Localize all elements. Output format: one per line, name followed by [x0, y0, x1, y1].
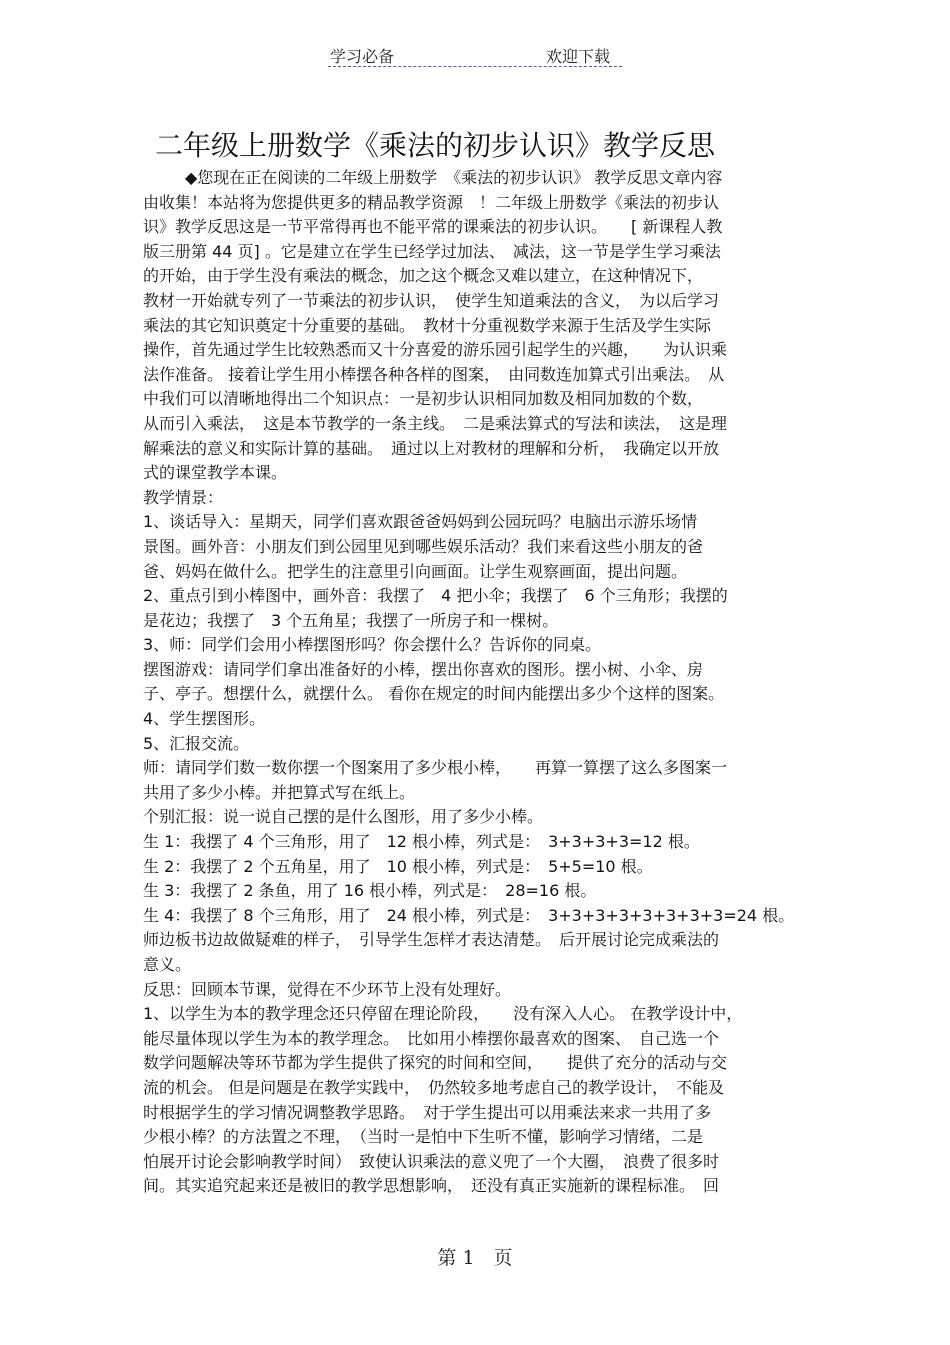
body-line: 的开始，由于学生没有乘法的概念，加之这个概念又难以建立，在这种情况下， — [143, 266, 704, 286]
student-report-line: 生 2：我摆了 2 个五角星，用了 10 根小棒，列式是： 5+5=10 根。 — [143, 856, 653, 876]
header-right-text: 欢迎下载 — [546, 47, 611, 66]
body-line: 少根小棒？的方法置之不理， （当时一是怕中下生听不懂，影响学习情绪，二是 — [143, 1127, 704, 1147]
body-line: 间。其实追究起来还是被旧的教学思想影响， 还没有真正实施新的课程标准。 回 — [143, 1176, 720, 1196]
document-body — [143, 166, 808, 1199]
body-line: 版三册第 44 页] 。它是建立在学生已经学过加法、 减法，这一节是学生学习乘法 — [143, 241, 721, 261]
body-line: 操作，首先通过学生比较熟悉而又十分喜爱的游乐园引起学生的兴趣， 为认识乘 — [143, 340, 728, 360]
student-report-line: 生 4：我摆了 8 个三角形，用了 24 根小棒，列式是： 3+3+3+3+3+3+3+3=24 根。 — [143, 905, 795, 925]
body-line: 爸、妈妈在做什么。把学生的注意里引向画面。让学生观察画面，提出问题。 — [143, 561, 688, 581]
student-report-line: 生 3：我摆了 2 条鱼，用了 16 根小棒，列式是： 28=16 根。 — [143, 881, 597, 901]
body-line: 摆图游戏：请同学们拿出准备好的小棒，摆出你喜欢的图形。摆小树、小伞、房 — [143, 659, 704, 679]
body-line: ◆您现在正在阅读的二年级上册数学 《乘法的初步认识》 教学反思文章内容 — [185, 168, 723, 187]
body-line: 个别汇报：说一说自己摆的是什么图形，用了多少小棒。 — [143, 807, 544, 827]
body-line: 3、师：同学们会用小棒摆图形吗？你会摆什么？告诉你的同桌。 — [143, 635, 602, 655]
body-line: 1、谈话导入：星期天，同学们喜欢跟爸爸妈妈到公园玩吗？电脑出示游乐场情 — [143, 512, 698, 532]
body-line: 子、亭子。想摆什么，就摆什么。 看你在规定的时间内能摆出多少个这样的图案。 — [143, 684, 725, 704]
body-line: 1、以学生为本的教学理念还只停留在理论阶段， 没有深入人心。 在教学设计中， — [143, 1004, 743, 1024]
body-line: 怕展开讨论会影响教学时间） 致使认识乘法的意义兜了一个大圈， 浪费了很多时 — [143, 1151, 720, 1171]
student-report-line: 生 1：我摆了 4 个三角形，用了 12 根小棒，列式是： 3+3+3+3=12 根。 — [143, 832, 700, 852]
body-line: 5、汇报交流。 — [143, 733, 250, 753]
body-line: 时根据学生的学习情况调整教学思路。 对于学生提出可以用乘法来求一共用了多 — [143, 1102, 712, 1122]
body-line: 师：请同学们数一数你摆一个图案用了多少根小棒， 再算一算摆了这么多图案一 — [143, 758, 728, 778]
body-line: 数学问题解决等环节都为学生提供了探究的时间和空间， 提供了充分的活动与交 — [143, 1053, 728, 1073]
page-number: 第 1 页 — [437, 1247, 513, 1269]
body-line: 中我们可以清晰地得出二个知识点：一是初步认识相同加数及相同加数的个数， — [143, 389, 704, 409]
body-line: 师边板书边故做疑难的样子， 引导学生怎样才表达清楚。 后开展讨论完成乘法的 — [143, 930, 720, 950]
body-line: 流的机会。 但是问题是在教学实践中， 仍然较多地考虑自己的教学设计， 不能及 — [143, 1077, 725, 1097]
body-line: 2、重点引到小棒图中，画外音：我摆了 4 把小伞；我摆了 6 个三角形；我摆的 — [143, 586, 728, 606]
section-heading: 反思：回顾本节课，觉得在不少环节上没有处理好。 — [143, 979, 512, 999]
header-left-text: 学习必备 — [330, 47, 395, 66]
body-line: 是花边；我摆了 3 个五角星；我摆了一所房子和一棵树。 — [143, 610, 559, 630]
body-line: 从而引入乘法， 这是本节教学的一条主线。 二是乘法算式的写法和读法， 这是理 — [143, 413, 728, 433]
body-line: 乘法的其它知识奠定十分重要的基础。 教材十分重视数学来源于生活及学生实际 — [143, 315, 712, 335]
document-title: 二年级上册数学《乘法的初步认识》教学反思 — [155, 129, 716, 162]
body-line: 法作准备。 接着让学生用小棒摆各种各样的图案， 由同数连加算式引出乘法。 从 — [143, 364, 725, 384]
body-line: 能尽量体现以学生为本的教学理念。 比如用小棒摆你最喜欢的图案、 自己选一个 — [143, 1028, 720, 1048]
body-line: 意义。 — [143, 955, 192, 974]
body-line: 景图。画外音：小朋友们到公园里见到哪些娱乐活动？我们来看这些小朋友的爸 — [143, 536, 704, 556]
body-line: 由收集！本站将为您提供更多的精品教学资源 ！二年级上册数学《乘法的初步认 — [143, 192, 720, 212]
body-line: 4、学生摆图形。 — [143, 709, 266, 729]
body-line: 教材一开始就专列了一节乘法的初步认识， 使学生知道乘法的含义， 为以后学习 — [143, 290, 720, 310]
page-header — [328, 42, 622, 67]
body-line: 识》教学反思这是一节平常得再也不能平常的课乘法的初步认识。 [ 新课程人教 — [143, 217, 723, 237]
body-line: 共用了多少小棒。并把算式写在纸上。 — [143, 782, 416, 802]
section-heading: 教学情景： — [143, 487, 224, 507]
body-line: 式的课堂教学本课。 — [143, 463, 288, 483]
body-line: 解乘法的意义和实际计算的基础。 通过以上对教材的理解和分析， 我确定以开放 — [143, 438, 720, 458]
